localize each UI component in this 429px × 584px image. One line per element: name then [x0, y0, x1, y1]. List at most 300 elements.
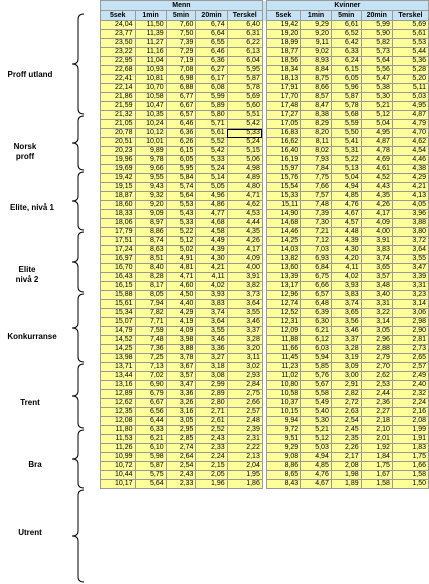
kvinner-cell[interactable]: 17,48 [266, 102, 301, 111]
kvinner-cell[interactable]: 4,46 [392, 156, 428, 165]
menn-cell[interactable]: 6,31 [227, 30, 262, 39]
kvinner-cell[interactable]: 4,76 [301, 471, 332, 480]
menn-cell[interactable]: 6,98 [166, 75, 196, 84]
menn-cell[interactable]: 21,86 [101, 93, 136, 102]
menn-cell[interactable]: 2,89 [196, 390, 227, 399]
kvinner-cell[interactable]: 6,93 [301, 255, 332, 264]
menn-cell[interactable]: 10,70 [135, 84, 166, 93]
menn-cell[interactable]: 1,95 [227, 471, 262, 480]
kvinner-cell[interactable]: 4,61 [361, 165, 392, 174]
kvinner-cell[interactable]: 6,12 [301, 336, 332, 345]
kvinner-cell[interactable]: 6,84 [301, 264, 332, 273]
kvinner-cell[interactable]: 2,82 [331, 390, 361, 399]
kvinner-cell[interactable]: 3,48 [361, 282, 392, 291]
kvinner-cell[interactable]: 4,95 [392, 102, 428, 111]
menn-cell[interactable]: 3,78 [166, 354, 196, 363]
menn-cell[interactable]: 5,74 [166, 183, 196, 192]
menn-cell[interactable]: 2,33 [196, 444, 227, 453]
menn-cell[interactable]: 7,48 [135, 336, 166, 345]
menn-cell[interactable]: 2,52 [196, 426, 227, 435]
menn-cell[interactable]: 3,28 [227, 336, 262, 345]
kvinner-cell[interactable]: 4,85 [301, 462, 332, 471]
kvinner-cell[interactable]: 8,11 [301, 138, 332, 147]
kvinner-cell[interactable]: 3,74 [331, 300, 361, 309]
menn-cell[interactable]: 8,28 [135, 273, 166, 282]
menn-cell[interactable]: 5,75 [135, 471, 166, 480]
kvinner-cell[interactable]: 8,43 [266, 480, 301, 489]
kvinner-cell[interactable]: 4,94 [331, 183, 361, 192]
menn-cell[interactable]: 15,88 [101, 291, 136, 300]
menn-cell[interactable]: 22,14 [101, 84, 136, 93]
menn-cell[interactable]: 4,60 [166, 282, 196, 291]
kvinner-cell[interactable]: 5,78 [331, 102, 361, 111]
kvinner-cell[interactable]: 3,47 [392, 264, 428, 273]
menn-cell[interactable]: 2,43 [196, 435, 227, 444]
kvinner-cell[interactable]: 10,80 [266, 381, 301, 390]
menn-cell[interactable]: 3,46 [196, 336, 227, 345]
kvinner-cell[interactable]: 2,90 [392, 327, 428, 336]
kvinner-cell[interactable]: 14,68 [266, 219, 301, 228]
kvinner-cell[interactable]: 1,84 [361, 453, 392, 462]
kvinner-cell[interactable]: 1,66 [392, 462, 428, 471]
kvinner-cell[interactable]: 2,63 [331, 408, 361, 417]
kvinner-cell[interactable]: 11,23 [266, 363, 301, 372]
menn-cell[interactable]: 18,06 [101, 219, 136, 228]
kvinner-cell[interactable]: 2,79 [361, 354, 392, 363]
kvinner-cell[interactable]: 5,76 [301, 372, 332, 381]
kvinner-cell[interactable]: 5,73 [361, 48, 392, 57]
kvinner-cell[interactable]: 7,48 [301, 201, 332, 210]
kvinner-cell[interactable]: 15,97 [266, 165, 301, 174]
kvinner-cell[interactable]: 16,40 [266, 147, 301, 156]
menn-cell[interactable]: 5,15 [227, 147, 262, 156]
menn-cell[interactable]: 11,04 [135, 57, 166, 66]
kvinner-cell[interactable]: 9,29 [301, 21, 332, 30]
menn-cell[interactable]: 5,53 [166, 201, 196, 210]
kvinner-cell[interactable]: 4,30 [331, 246, 361, 255]
menn-cell[interactable]: 5,06 [227, 156, 262, 165]
kvinner-cell[interactable]: 2,49 [392, 372, 428, 381]
menn-cell[interactable]: 2,15 [196, 462, 227, 471]
kvinner-cell[interactable]: 2,91 [331, 381, 361, 390]
kvinner-cell[interactable]: 3,05 [361, 327, 392, 336]
kvinner-cell[interactable]: 11,88 [266, 336, 301, 345]
kvinner-cell[interactable]: 4,62 [392, 138, 428, 147]
kvinner-cell[interactable]: 5,22 [331, 156, 361, 165]
menn-cell[interactable]: 7,94 [135, 300, 166, 309]
menn-cell[interactable]: 6,15 [166, 147, 196, 156]
kvinner-cell[interactable]: 5,44 [392, 48, 428, 57]
menn-cell[interactable]: 9,78 [135, 156, 166, 165]
menn-cell[interactable]: 9,55 [135, 174, 166, 183]
kvinner-cell[interactable]: 2,36 [361, 399, 392, 408]
kvinner-cell[interactable]: 1,91 [392, 435, 428, 444]
menn-cell[interactable]: 8,05 [135, 291, 166, 300]
kvinner-cell[interactable]: 7,75 [301, 174, 332, 183]
kvinner-cell[interactable]: 4,29 [392, 174, 428, 183]
kvinner-cell[interactable]: 18,13 [266, 75, 301, 84]
menn-cell[interactable]: 2,80 [196, 399, 227, 408]
kvinner-cell[interactable]: 2,08 [392, 417, 428, 426]
menn-cell[interactable]: 2,71 [196, 408, 227, 417]
kvinner-cell[interactable]: 7,21 [301, 228, 332, 237]
menn-cell[interactable]: 12,62 [101, 399, 136, 408]
kvinner-cell[interactable]: 8,29 [301, 120, 332, 129]
kvinner-cell[interactable]: 17,27 [266, 111, 301, 120]
menn-cell[interactable]: 6,67 [135, 399, 166, 408]
menn-cell[interactable]: 4,00 [227, 264, 262, 273]
menn-cell[interactable]: 9,89 [135, 147, 166, 156]
kvinner-cell[interactable]: 1,75 [361, 462, 392, 471]
menn-cell[interactable]: 6,33 [135, 426, 166, 435]
menn-cell[interactable]: 6,13 [227, 48, 262, 57]
menn-cell[interactable]: 3,26 [166, 399, 196, 408]
menn-cell[interactable]: 7,19 [166, 57, 196, 66]
menn-cell[interactable]: 3,27 [196, 354, 227, 363]
kvinner-cell[interactable]: 3,31 [392, 282, 428, 291]
menn-cell[interactable]: 3,55 [196, 327, 227, 336]
menn-cell[interactable]: 2,93 [227, 372, 262, 381]
menn-cell[interactable]: 7,59 [135, 327, 166, 336]
menn-cell[interactable]: 2,95 [166, 426, 196, 435]
kvinner-cell[interactable]: 11,66 [266, 345, 301, 354]
kvinner-cell[interactable]: 5,04 [361, 120, 392, 129]
menn-cell[interactable]: 3,73 [227, 291, 262, 300]
menn-cell[interactable]: 8,17 [135, 282, 166, 291]
kvinner-cell[interactable]: 4,43 [361, 183, 392, 192]
menn-cell[interactable]: 10,58 [135, 93, 166, 102]
kvinner-cell[interactable]: 1,75 [392, 453, 428, 462]
kvinner-cell[interactable]: 6,75 [301, 273, 332, 282]
kvinner-cell[interactable]: 9,51 [266, 435, 301, 444]
menn-cell[interactable]: 2,39 [227, 426, 262, 435]
menn-cell[interactable]: 7,39 [166, 39, 196, 48]
kvinner-cell[interactable]: 5,67 [301, 381, 332, 390]
menn-cell[interactable]: 4,19 [166, 318, 196, 327]
menn-cell[interactable]: 3,11 [227, 354, 262, 363]
menn-cell[interactable]: 3,83 [196, 300, 227, 309]
menn-cell[interactable]: 13,98 [101, 354, 136, 363]
kvinner-cell[interactable]: 3,31 [361, 300, 392, 309]
menn-cell[interactable]: 14,25 [101, 345, 136, 354]
menn-cell[interactable]: 10,93 [135, 66, 166, 75]
menn-cell[interactable]: 4,62 [227, 201, 262, 210]
kvinner-cell[interactable]: 5,56 [361, 66, 392, 75]
menn-cell[interactable]: 5,80 [196, 111, 227, 120]
menn-cell[interactable]: 2,13 [227, 453, 262, 462]
kvinner-cell[interactable]: 5,21 [361, 102, 392, 111]
menn-cell[interactable]: 4,91 [166, 255, 196, 264]
kvinner-cell[interactable]: 7,12 [301, 237, 332, 246]
kvinner-cell[interactable]: 4,21 [392, 183, 428, 192]
menn-cell[interactable]: 10,01 [135, 138, 166, 147]
kvinner-cell[interactable]: 5,85 [301, 363, 332, 372]
menn-cell[interactable]: 5,98 [135, 453, 166, 462]
kvinner-cell[interactable]: 2,54 [331, 417, 361, 426]
kvinner-cell[interactable]: 18,77 [266, 48, 301, 57]
kvinner-cell[interactable]: 5,68 [331, 111, 361, 120]
menn-cell[interactable]: 12,08 [101, 417, 136, 426]
kvinner-cell[interactable]: 6,66 [301, 282, 332, 291]
kvinner-cell[interactable]: 12,74 [266, 300, 301, 309]
menn-cell[interactable]: 3,88 [166, 345, 196, 354]
menn-cell[interactable]: 2,54 [166, 462, 196, 471]
kvinner-cell[interactable]: 4,05 [392, 201, 428, 210]
menn-cell[interactable]: 5,78 [227, 84, 262, 93]
kvinner-cell[interactable]: 17,70 [266, 93, 301, 102]
kvinner-cell[interactable]: 2,65 [392, 354, 428, 363]
menn-cell[interactable]: 9,66 [135, 165, 166, 174]
menn-cell[interactable]: 4,26 [227, 237, 262, 246]
kvinner-cell[interactable]: 2,53 [361, 381, 392, 390]
kvinner-cell[interactable]: 1,98 [331, 471, 361, 480]
menn-cell[interactable]: 5,64 [135, 480, 166, 489]
menn-cell[interactable]: 6,64 [196, 30, 227, 39]
menn-cell[interactable]: 2,74 [166, 444, 196, 453]
menn-cell[interactable]: 12,35 [101, 408, 136, 417]
kvinner-cell[interactable]: 7,57 [301, 192, 332, 201]
menn-cell[interactable]: 2,31 [227, 435, 262, 444]
kvinner-cell[interactable]: 5,40 [301, 408, 332, 417]
kvinner-cell[interactable]: 5,69 [392, 21, 428, 30]
kvinner-cell[interactable]: 2,26 [331, 444, 361, 453]
menn-cell[interactable]: 8,51 [135, 255, 166, 264]
menn-cell[interactable]: 7,60 [166, 21, 196, 30]
menn-cell[interactable]: 4,09 [166, 327, 196, 336]
menn-cell[interactable]: 5,33 [196, 156, 227, 165]
kvinner-cell[interactable]: 13,60 [266, 264, 301, 273]
menn-cell[interactable]: 7,29 [166, 48, 196, 57]
menn-cell[interactable]: 3,64 [196, 318, 227, 327]
kvinner-cell[interactable]: 2,70 [361, 363, 392, 372]
kvinner-cell[interactable]: 6,39 [301, 309, 332, 318]
kvinner-cell[interactable]: 4,11 [331, 264, 361, 273]
kvinner-cell[interactable]: 3,65 [331, 309, 361, 318]
kvinner-cell[interactable]: 8,20 [301, 129, 332, 138]
kvinner-cell[interactable]: 3,55 [392, 255, 428, 264]
menn-cell[interactable]: 3,55 [227, 309, 262, 318]
menn-cell[interactable]: 13,16 [101, 381, 136, 390]
menn-cell[interactable]: 4,89 [227, 174, 262, 183]
kvinner-cell[interactable]: 4,69 [361, 156, 392, 165]
menn-cell[interactable]: 21,32 [101, 111, 136, 120]
menn-cell[interactable]: 8,86 [135, 228, 166, 237]
menn-cell[interactable]: 6,57 [166, 111, 196, 120]
menn-cell[interactable]: 4,21 [196, 264, 227, 273]
menn-cell[interactable]: 2,85 [166, 435, 196, 444]
menn-cell[interactable]: 4,40 [166, 300, 196, 309]
kvinner-cell[interactable]: 4,09 [361, 219, 392, 228]
kvinner-cell[interactable]: 4,00 [361, 228, 392, 237]
kvinner-cell[interactable]: 12,09 [266, 327, 301, 336]
menn-cell[interactable]: 5,42 [196, 147, 227, 156]
menn-cell[interactable]: 6,10 [135, 444, 166, 453]
kvinner-cell[interactable]: 5,28 [392, 66, 428, 75]
menn-cell[interactable]: 9,09 [135, 210, 166, 219]
kvinner-cell[interactable]: 14,90 [266, 210, 301, 219]
kvinner-cell[interactable]: 3,83 [361, 246, 392, 255]
menn-cell[interactable]: 2,64 [166, 453, 196, 462]
menn-cell[interactable]: 2,04 [227, 462, 262, 471]
menn-cell[interactable]: 5,52 [196, 138, 227, 147]
kvinner-cell[interactable]: 4,48 [331, 228, 361, 237]
menn-cell[interactable]: 10,12 [135, 129, 166, 138]
kvinner-cell[interactable]: 4,67 [301, 480, 332, 489]
kvinner-cell[interactable]: 6,21 [301, 327, 332, 336]
menn-cell[interactable]: 5,84 [166, 174, 196, 183]
menn-cell[interactable]: 7,71 [135, 318, 166, 327]
kvinner-cell[interactable]: 1,67 [361, 471, 392, 480]
kvinner-cell[interactable]: 5,13 [331, 165, 361, 174]
kvinner-cell[interactable]: 4,38 [392, 165, 428, 174]
kvinner-cell[interactable]: 3,80 [392, 228, 428, 237]
menn-cell[interactable]: 17,51 [101, 237, 136, 246]
kvinner-cell[interactable]: 9,08 [266, 453, 301, 462]
menn-cell[interactable]: 2,99 [196, 381, 227, 390]
kvinner-cell[interactable]: 5,31 [331, 147, 361, 156]
menn-cell[interactable]: 4,35 [227, 228, 262, 237]
kvinner-cell[interactable]: 3,72 [392, 237, 428, 246]
kvinner-cell[interactable]: 19,42 [266, 21, 301, 30]
menn-cell[interactable]: 2,66 [227, 399, 262, 408]
kvinner-cell[interactable]: 3,06 [392, 309, 428, 318]
kvinner-cell[interactable]: 5,59 [331, 120, 361, 129]
kvinner-cell[interactable]: 3,91 [361, 237, 392, 246]
kvinner-cell[interactable]: 15,76 [266, 174, 301, 183]
menn-cell[interactable]: 3,67 [166, 363, 196, 372]
kvinner-cell[interactable]: 2,96 [361, 336, 392, 345]
kvinner-cell[interactable]: 2,24 [392, 399, 428, 408]
menn-cell[interactable]: 16,97 [101, 255, 136, 264]
menn-cell[interactable]: 6,46 [166, 120, 196, 129]
kvinner-cell[interactable]: 1,58 [392, 471, 428, 480]
kvinner-cell[interactable]: 2,44 [361, 390, 392, 399]
kvinner-cell[interactable]: 1,50 [392, 480, 428, 489]
kvinner-cell[interactable]: 5,36 [392, 57, 428, 66]
kvinner-cell[interactable]: 6,15 [331, 66, 361, 75]
kvinner-cell[interactable]: 2,57 [392, 363, 428, 372]
menn-cell[interactable]: 10,81 [135, 75, 166, 84]
menn-cell[interactable]: 15,61 [101, 300, 136, 309]
menn-cell[interactable]: 19,15 [101, 183, 136, 192]
kvinner-cell[interactable]: 11,02 [266, 372, 301, 381]
menn-cell[interactable]: 2,84 [227, 381, 262, 390]
kvinner-cell[interactable]: 10,15 [266, 408, 301, 417]
menn-cell[interactable]: 7,36 [135, 345, 166, 354]
menn-cell[interactable]: 4,44 [227, 219, 262, 228]
menn-cell[interactable]: 1,96 [196, 480, 227, 489]
kvinner-cell[interactable]: 5,30 [301, 417, 332, 426]
menn-cell[interactable]: 5,71 [196, 120, 227, 129]
kvinner-cell[interactable]: 17,91 [266, 84, 301, 93]
menn-cell[interactable]: 16,70 [101, 264, 136, 273]
menn-cell[interactable]: 5,87 [227, 75, 262, 84]
menn-cell[interactable]: 5,61 [196, 129, 227, 138]
kvinner-cell[interactable]: 12,96 [266, 291, 301, 300]
kvinner-cell[interactable]: 5,12 [301, 435, 332, 444]
kvinner-cell[interactable]: 6,30 [301, 318, 332, 327]
kvinner-cell[interactable]: 5,41 [331, 138, 361, 147]
kvinner-cell[interactable]: 2,88 [361, 345, 392, 354]
menn-cell[interactable]: 6,74 [196, 21, 227, 30]
menn-cell[interactable]: 4,17 [227, 246, 262, 255]
menn-cell[interactable]: 6,88 [166, 84, 196, 93]
menn-cell[interactable]: 2,61 [196, 417, 227, 426]
menn-cell[interactable]: 3,16 [166, 408, 196, 417]
kvinner-cell[interactable]: 4,78 [361, 147, 392, 156]
menn-cell[interactable]: 6,27 [196, 66, 227, 75]
kvinner-cell[interactable]: 5,99 [361, 21, 392, 30]
kvinner-cell[interactable]: 18,34 [266, 66, 301, 75]
kvinner-cell[interactable]: 3,23 [392, 291, 428, 300]
kvinner-cell[interactable]: 13,39 [266, 273, 301, 282]
menn-cell[interactable]: 10,47 [135, 102, 166, 111]
kvinner-cell[interactable]: 4,70 [392, 129, 428, 138]
kvinner-cell[interactable]: 11,45 [266, 354, 301, 363]
kvinner-cell[interactable]: 5,53 [392, 39, 428, 48]
menn-cell[interactable]: 6,17 [196, 75, 227, 84]
kvinner-cell[interactable]: 5,87 [331, 93, 361, 102]
menn-cell[interactable]: 5,33 [227, 129, 262, 138]
kvinner-cell[interactable]: 9,11 [301, 39, 332, 48]
menn-cell[interactable]: 15,07 [101, 318, 136, 327]
kvinner-cell[interactable]: 4,35 [361, 192, 392, 201]
menn-cell[interactable]: 6,44 [135, 417, 166, 426]
menn-cell[interactable]: 22,95 [101, 57, 136, 66]
kvinner-cell[interactable]: 2,32 [392, 390, 428, 399]
menn-cell[interactable]: 6,05 [166, 156, 196, 165]
menn-cell[interactable]: 5,51 [227, 111, 262, 120]
menn-cell[interactable]: 18,60 [101, 201, 136, 210]
menn-cell[interactable]: 5,95 [166, 165, 196, 174]
menn-cell[interactable]: 20,78 [101, 129, 136, 138]
kvinner-cell[interactable]: 9,94 [266, 417, 301, 426]
menn-cell[interactable]: 4,53 [227, 210, 262, 219]
kvinner-cell[interactable]: 4,17 [361, 210, 392, 219]
kvinner-cell[interactable]: 5,21 [301, 426, 332, 435]
menn-cell[interactable]: 6,36 [166, 129, 196, 138]
menn-cell[interactable]: 6,36 [196, 57, 227, 66]
kvinner-cell[interactable]: 5,12 [361, 111, 392, 120]
kvinner-cell[interactable]: 2,16 [392, 408, 428, 417]
kvinner-cell[interactable]: 5,47 [361, 75, 392, 84]
kvinner-cell[interactable]: 2,08 [331, 462, 361, 471]
menn-cell[interactable]: 2,24 [196, 453, 227, 462]
kvinner-cell[interactable]: 3,46 [331, 327, 361, 336]
menn-cell[interactable]: 22,68 [101, 66, 136, 75]
kvinner-cell[interactable]: 8,93 [301, 57, 332, 66]
menn-cell[interactable]: 11,16 [135, 48, 166, 57]
menn-cell[interactable]: 21,59 [101, 102, 136, 111]
menn-cell[interactable]: 2,57 [227, 408, 262, 417]
kvinner-cell[interactable]: 7,84 [301, 165, 332, 174]
menn-cell[interactable]: 3,57 [166, 372, 196, 381]
menn-cell[interactable]: 4,29 [166, 309, 196, 318]
kvinner-cell[interactable]: 2,81 [392, 336, 428, 345]
kvinner-cell[interactable]: 4,52 [361, 174, 392, 183]
kvinner-cell[interactable]: 3,19 [331, 354, 361, 363]
kvinner-cell[interactable]: 1,83 [392, 444, 428, 453]
kvinner-cell[interactable]: 2,10 [361, 426, 392, 435]
menn-cell[interactable]: 4,02 [196, 282, 227, 291]
menn-cell[interactable]: 3,08 [196, 372, 227, 381]
menn-cell[interactable]: 6,55 [196, 39, 227, 48]
kvinner-cell[interactable]: 8,75 [301, 75, 332, 84]
kvinner-cell[interactable]: 4,76 [331, 201, 361, 210]
menn-cell[interactable]: 5,12 [166, 237, 196, 246]
kvinner-cell[interactable]: 14,03 [266, 246, 301, 255]
kvinner-cell[interactable]: 8,65 [266, 471, 301, 480]
